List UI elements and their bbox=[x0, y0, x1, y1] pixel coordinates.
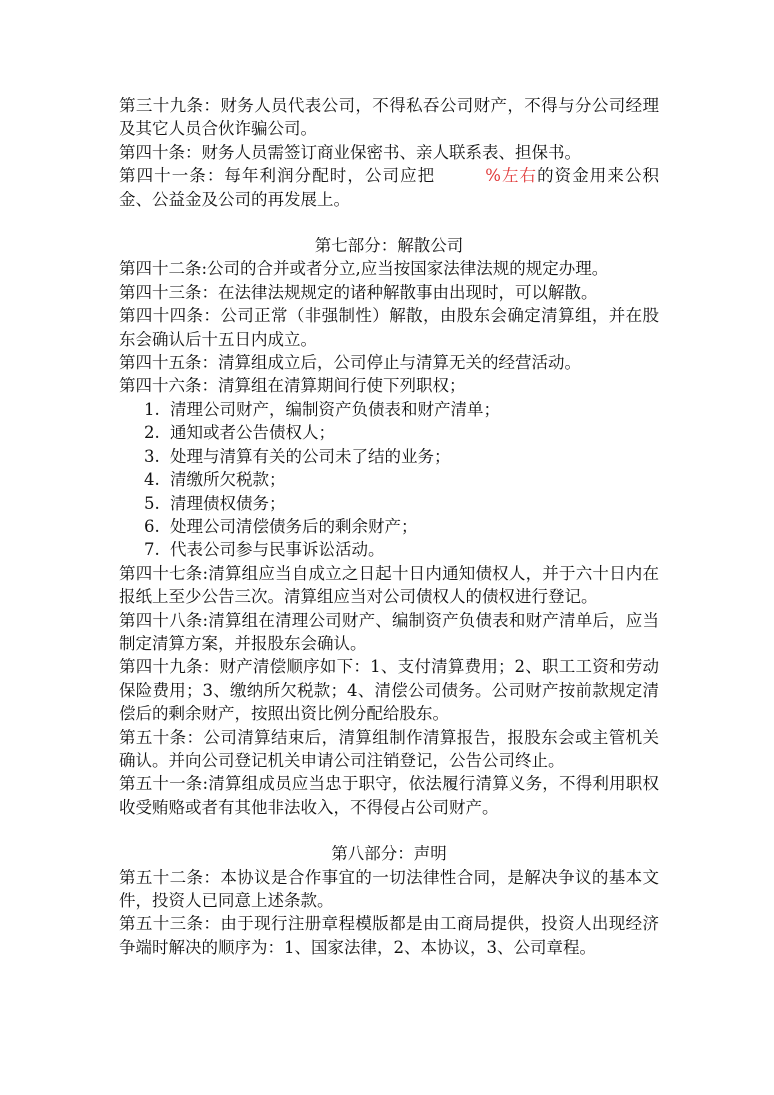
article-39: 第三十九条：财务人员代表公司，不得私吞公司财产，不得与分公司经理及其它人员合伙诈骗公司。 bbox=[119, 96, 659, 139]
list-item-text: 清理公司财产，编制资产负债表和财产清单； bbox=[170, 399, 500, 419]
section-7-heading: 第七部分：解散公司 bbox=[314, 236, 464, 256]
article-51: 第五十一条:清算组成员应当忠于职守，依法履行清算义务，不得利用职权收受贿赂或者有其他非法收入，不得侵占公司财产。 bbox=[119, 774, 659, 817]
section-8-heading: 第八部分：声明 bbox=[331, 844, 447, 864]
article-40: 第四十条：财务人员需签订商业保密书、亲人联系表、担保书。 bbox=[119, 142, 581, 162]
article-46-list bbox=[119, 398, 659, 562]
list-item-text: 代表公司参与民事诉讼活动。 bbox=[170, 540, 385, 560]
spacer bbox=[119, 211, 659, 234]
article-53: 第五十三条：由于现行注册章程模版都是由工商局提供，投资人出现经济争端时解决的顺序为：1、国家法律，2、本协议，3、公司章程。 bbox=[119, 914, 659, 957]
list-item-number: 7. bbox=[144, 540, 160, 560]
article-50: 第五十条：公司清算结束后，清算组制作清算报告，报股东会或主管机关确认。并向公司登记机关申请公司注销登记，公告公司终止。 bbox=[119, 727, 659, 770]
list-item-number: 5. bbox=[144, 493, 160, 513]
article-45: 第四十五条：清算组成立后，公司停止与清算无关的经营活动。 bbox=[119, 353, 581, 373]
list-item-text: 处理与清算有关的公司未了结的业务； bbox=[170, 446, 451, 466]
list-item bbox=[119, 421, 659, 444]
list-item bbox=[119, 468, 659, 491]
list-item-text: 通知或者公告债权人； bbox=[170, 423, 335, 443]
document-page bbox=[119, 94, 659, 959]
list-item bbox=[119, 492, 659, 515]
article-52: 第五十二条：本协议是合作事宜的一切法律性合同，是解决争议的基本文件，投资人已同意上述条款。 bbox=[119, 867, 659, 910]
article-47: 第四十七条:清算组应当自成立之日起十日内通知债权人，并于六十日内在报纸上至少公告三次。清算组应当对公司债权人的债权进行登记。 bbox=[119, 563, 659, 607]
list-item-number: 1. bbox=[144, 399, 160, 419]
list-item-text: 清缴所欠税款； bbox=[170, 470, 286, 490]
article-41-lead: 第四十一条：每年利润分配时，公司应把 bbox=[119, 166, 436, 186]
article-49: 第四十九条：财产清偿顺序如下：1、支付清算费用；2、职工工资和劳动保险费用；3、缴纳所欠税款；4、清偿公司债务。公司财产按前款规定清偿后的剩余财产，按照出资比例分配给股东。 bbox=[119, 657, 659, 724]
list-item bbox=[119, 515, 659, 538]
list-item-number: 2. bbox=[144, 423, 160, 443]
list-item-number: 6. bbox=[144, 516, 160, 536]
article-44: 第四十四条：公司正常（非强制性）解散，由股东会确定清算组，并在股东会确认后十五日内成立。 bbox=[119, 306, 659, 349]
article-43: 第四十三条：在法律法规规定的诸种解散事由出现时，可以解散。 bbox=[119, 282, 598, 302]
article-41 bbox=[119, 164, 659, 211]
list-item-number: 4. bbox=[144, 470, 160, 490]
list-item-text: 清理债权债务； bbox=[170, 493, 286, 513]
article-42: 第四十二条:公司的合并或者分立,应当按国家法律法规的规定办理。 bbox=[119, 259, 609, 279]
list-item-number: 3. bbox=[144, 446, 160, 466]
list-item-text: 处理公司清偿债务后的剩余财产； bbox=[170, 516, 418, 536]
list-item bbox=[119, 398, 659, 421]
list-item bbox=[119, 538, 659, 561]
article-41-rest: 的资金用来公积金、公益金及公司的再发展上。 bbox=[119, 166, 660, 209]
article-48: 第四十八条:清算组在清理公司财产、编制资产负债表和财产清单后，应当制定清算方案，并报股东会确认。 bbox=[119, 610, 659, 653]
percent-placeholder: %左右 bbox=[485, 166, 538, 186]
article-46: 第四十六条：清算组在清算期间行使下列职权； bbox=[119, 376, 466, 396]
list-item bbox=[119, 445, 659, 468]
spacer bbox=[119, 819, 659, 842]
